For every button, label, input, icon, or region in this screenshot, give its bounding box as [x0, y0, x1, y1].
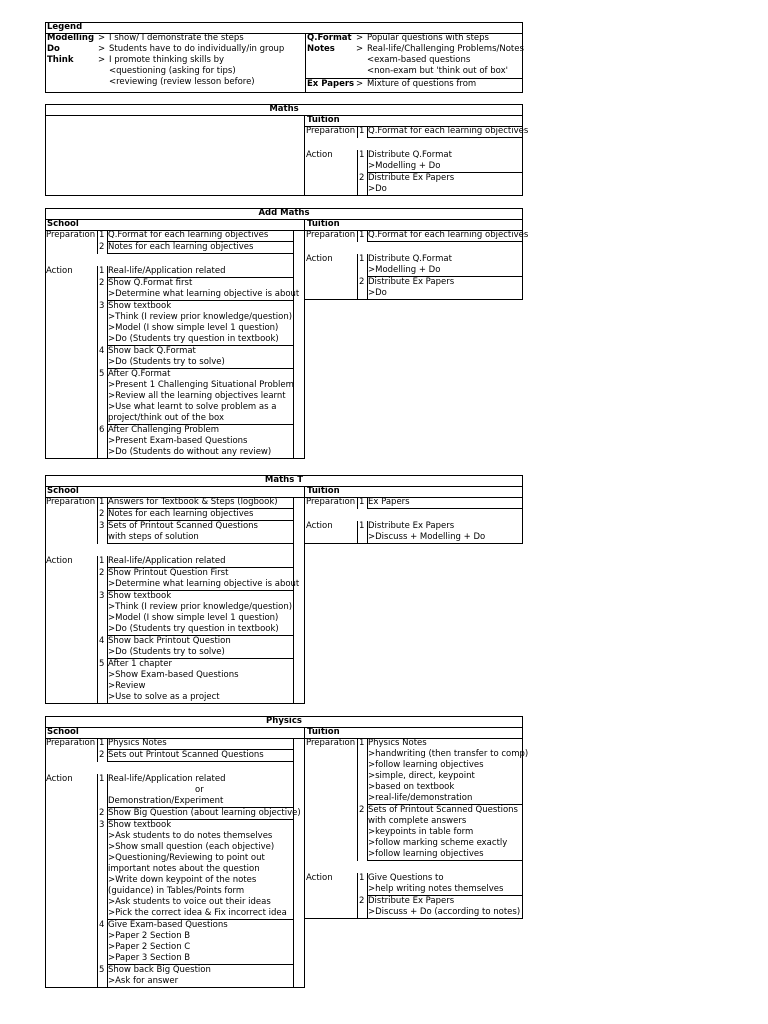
legend-term: Ex Papers — [307, 79, 355, 89]
phase-label: Action — [306, 254, 333, 264]
item-line: >Determine what learning objective is about — [108, 289, 300, 299]
item-number: 4 — [99, 920, 105, 930]
item-number: 2 — [99, 278, 105, 288]
section-title: Maths T — [264, 475, 304, 485]
legend-definition: Real-life/Challenging Problems/Notes — [367, 44, 524, 54]
connector-word: or — [195, 785, 204, 795]
legend-definition: I promote thinking skills by — [109, 55, 225, 65]
item-line: >handwriting (then transfer to comp) — [368, 749, 529, 759]
item-line: Distribute Q.Format — [368, 254, 452, 264]
phase-label: Action — [306, 873, 333, 883]
legend-definition: Students have to do individually/in group — [109, 44, 285, 54]
phase-label: Preparation — [306, 230, 356, 240]
school-panel — [45, 727, 305, 988]
column-divider — [293, 497, 294, 704]
empty-school-panel — [45, 115, 305, 196]
legend-term: Think — [47, 55, 74, 65]
item-number: 2 — [359, 277, 365, 287]
item-line: with steps of solution — [108, 532, 199, 542]
item-number: 6 — [99, 425, 105, 435]
school-panel — [45, 486, 305, 704]
section-title: Add Maths — [258, 208, 310, 218]
item-line: Real-life/Application related — [108, 556, 226, 566]
item-number: 3 — [99, 301, 105, 311]
item-line: Distribute Ex Papers — [368, 521, 455, 531]
item-line: >follow learning objectives — [368, 760, 484, 770]
item-line: Distribute Ex Papers — [368, 173, 455, 183]
item-number: 1 — [359, 497, 365, 507]
section-title: Maths — [269, 104, 299, 114]
item-line: Q.Format for each learning objectives — [108, 230, 269, 240]
item-line: >Present Exam-based Questions — [108, 436, 248, 446]
item-line: >Use to solve as a project — [108, 692, 220, 702]
item-line: Distribute Ex Papers — [368, 277, 455, 287]
school-label: School — [47, 727, 79, 737]
item-line: Q.Format for each learning objectives — [368, 230, 529, 240]
item-line: >Do (Students try question in textbook) — [108, 334, 279, 344]
section-title: Physics — [266, 716, 302, 726]
item-number: 1 — [359, 150, 365, 160]
phase-label: Action — [46, 556, 73, 566]
item-line: >Paper 3 Section B — [108, 953, 191, 963]
item-number: 4 — [99, 636, 105, 646]
item-number: 1 — [359, 126, 365, 136]
legend-separator: > — [356, 79, 364, 89]
phase-label: Preparation — [306, 738, 356, 748]
item-number: 1 — [359, 230, 365, 240]
item-line: >Use what learnt to solve problem as a — [108, 402, 277, 412]
legend-separator: > — [98, 33, 106, 43]
item-line: >follow marking scheme exactly — [368, 838, 508, 848]
item-line: >Modelling + Do — [368, 265, 441, 275]
item-line: >Discuss + Modelling + Do — [368, 532, 486, 542]
item-line: Show back Big Question — [108, 965, 211, 975]
legend-term: Notes — [307, 44, 335, 54]
item-line: >Do — [368, 184, 387, 194]
item-line: >Questioning/Reviewing to point out — [108, 853, 265, 863]
phase-label: Preparation — [306, 126, 356, 136]
item-line: >Do (Students try to solve) — [108, 647, 225, 657]
tuition-label: Tuition — [307, 486, 340, 496]
item-line: Notes for each learning objectives — [108, 509, 254, 519]
item-line: >Model (I show simple level 1 question) — [108, 613, 279, 623]
item-number: 3 — [99, 820, 105, 830]
item-line: important notes about the question — [108, 864, 260, 874]
item-number: 2 — [99, 750, 105, 760]
item-number: 1 — [359, 873, 365, 883]
item-line: Show Q.Format first — [108, 278, 193, 288]
tuition-panel — [305, 727, 523, 919]
tuition-label: Tuition — [307, 115, 340, 125]
item-number: 5 — [99, 965, 105, 975]
item-line: >follow learning objectives — [368, 849, 484, 859]
legend-definition: Mixture of questions from — [367, 79, 477, 89]
item-line: >Paper 2 Section B — [108, 931, 191, 941]
legend-definition: I show/ I demonstrate the steps — [109, 33, 244, 43]
tuition-panel — [305, 219, 523, 300]
item-line: Show Printout Question First — [108, 568, 229, 578]
legend-term: Modelling — [47, 33, 95, 43]
legend-definition: Popular questions with steps — [367, 33, 489, 43]
phase-label: Preparation — [46, 230, 96, 240]
item-line: >Think (I review prior knowledge/question) — [108, 312, 293, 322]
item-line: Show textbook — [108, 301, 172, 311]
item-line: Answers for Textbook & Steps (logbook) — [108, 497, 278, 507]
item-line: >Do — [368, 288, 387, 298]
item-number: 4 — [99, 346, 105, 356]
item-line: >Do (Students do without any review) — [108, 447, 272, 457]
item-line: >Paper 2 Section C — [108, 942, 191, 952]
legend-separator: > — [356, 44, 364, 54]
item-line: >Present 1 Challenging Situational Problem — [108, 380, 294, 390]
column-divider — [305, 33, 306, 93]
item-line: >Modelling + Do — [368, 161, 441, 171]
item-line: >Review — [108, 681, 146, 691]
tuition-panel — [305, 486, 523, 544]
legend-definition: <reviewing (review lesson before) — [109, 77, 255, 87]
item-line: with complete answers — [368, 816, 467, 826]
item-line: >Review all the learning objectives learnt — [108, 391, 286, 401]
item-number: 1 — [99, 497, 105, 507]
item-line: Distribute Ex Papers — [368, 896, 455, 906]
item-line: >Write down keypoint of the notes — [108, 875, 257, 885]
item-line: >Ask students to voice out their ideas — [108, 897, 271, 907]
item-line: Sets out Printout Scanned Questions — [108, 750, 264, 760]
item-number: 1 — [359, 738, 365, 748]
item-number: 1 — [359, 254, 365, 264]
item-line: Give Exam-based Questions — [108, 920, 228, 930]
item-number: 1 — [99, 738, 105, 748]
item-number: 3 — [99, 521, 105, 531]
phase-label: Action — [306, 521, 333, 531]
item-line: >real-life/demonstration — [368, 793, 473, 803]
legend-separator: > — [98, 44, 106, 54]
item-line: Show textbook — [108, 591, 172, 601]
item-line: >help writing notes themselves — [368, 884, 504, 894]
item-line: Sets of Printout Scanned Questions — [368, 805, 518, 815]
item-line: Real-life/Application related — [108, 266, 226, 276]
item-line: >Show small question (each objective) — [108, 842, 275, 852]
item-line: (guidance) in Tables/Points form — [108, 886, 245, 896]
school-label: School — [47, 219, 79, 229]
legend-definition: <questioning (asking for tips) — [109, 66, 236, 76]
legend-definition: <non-exam but 'think out of box' — [367, 66, 508, 76]
item-line: Ex Papers — [368, 497, 410, 507]
item-number: 1 — [99, 774, 105, 784]
column-divider — [293, 738, 294, 988]
item-line: Notes for each learning objectives — [108, 242, 254, 252]
item-line: >Model (I show simple level 1 question) — [108, 323, 279, 333]
item-number: 1 — [99, 230, 105, 240]
legend-term: Do — [47, 44, 60, 54]
legend-title: Legend — [47, 22, 83, 32]
item-line: project/think out of the box — [108, 413, 224, 423]
item-number: 5 — [99, 369, 105, 379]
item-line: After Challenging Problem — [108, 425, 219, 435]
item-line: Show textbook — [108, 820, 172, 830]
item-number: 5 — [99, 659, 105, 669]
legend-separator: > — [98, 55, 106, 65]
phase-label: Action — [46, 774, 73, 784]
tuition-label: Tuition — [307, 219, 340, 229]
item-number: 1 — [99, 266, 105, 276]
item-line: >Pick the correct idea & Fix incorrect idea — [108, 908, 287, 918]
item-line: Distribute Q.Format — [368, 150, 452, 160]
legend-term: Q.Format — [307, 33, 352, 43]
item-line: Demonstration/Experiment — [108, 796, 224, 806]
tuition-label: Tuition — [307, 727, 340, 737]
legend-definition: <exam-based questions — [367, 55, 471, 65]
school-panel — [45, 219, 305, 459]
item-number: 2 — [99, 808, 105, 818]
phase-label: Preparation — [46, 497, 96, 507]
tuition-panel — [305, 115, 523, 196]
item-line: Physics Notes — [368, 738, 427, 748]
item-line: >Do (Students try to solve) — [108, 357, 225, 367]
item-line: Show back Q.Format — [108, 346, 196, 356]
item-line: Q.Format for each learning objectives — [368, 126, 529, 136]
school-label: School — [47, 486, 79, 496]
item-line: >Discuss + Do (according to notes) — [368, 907, 521, 917]
item-line: >Show Exam-based Questions — [108, 670, 239, 680]
phase-label: Preparation — [46, 738, 96, 748]
item-line: Show Big Question (about learning objective) — [108, 808, 301, 818]
item-number: 2 — [99, 242, 105, 252]
item-number: 2 — [99, 568, 105, 578]
item-line: Give Questions to — [368, 873, 444, 883]
item-number: 1 — [359, 521, 365, 531]
item-line: After Q.Format — [108, 369, 171, 379]
item-number: 1 — [99, 556, 105, 566]
item-line: After 1 chapter — [108, 659, 172, 669]
item-line: >simple, direct, keypoint — [368, 771, 475, 781]
item-line: Physics Notes — [108, 738, 167, 748]
item-number: 2 — [359, 173, 365, 183]
item-number: 2 — [99, 509, 105, 519]
column-divider — [293, 230, 294, 459]
item-number: 2 — [359, 896, 365, 906]
phase-label: Preparation — [306, 497, 356, 507]
legend-separator: > — [356, 33, 364, 43]
item-line: >keypoints in table form — [368, 827, 474, 837]
item-line: >Ask for answer — [108, 976, 179, 986]
item-line: >Do (Students try question in textbook) — [108, 624, 279, 634]
item-number: 3 — [99, 591, 105, 601]
item-line: >Ask students to do notes themselves — [108, 831, 273, 841]
item-line: Real-life/Application related — [108, 774, 226, 784]
item-line: >Think (I review prior knowledge/question) — [108, 602, 293, 612]
phase-label: Action — [306, 150, 333, 160]
item-number: 2 — [359, 805, 365, 815]
item-line: Sets of Printout Scanned Questions — [108, 521, 258, 531]
item-line: Show back Printout Question — [108, 636, 231, 646]
phase-label: Action — [46, 266, 73, 276]
item-line: >Determine what learning objective is about — [108, 579, 300, 589]
item-line: >based on textbook — [368, 782, 455, 792]
